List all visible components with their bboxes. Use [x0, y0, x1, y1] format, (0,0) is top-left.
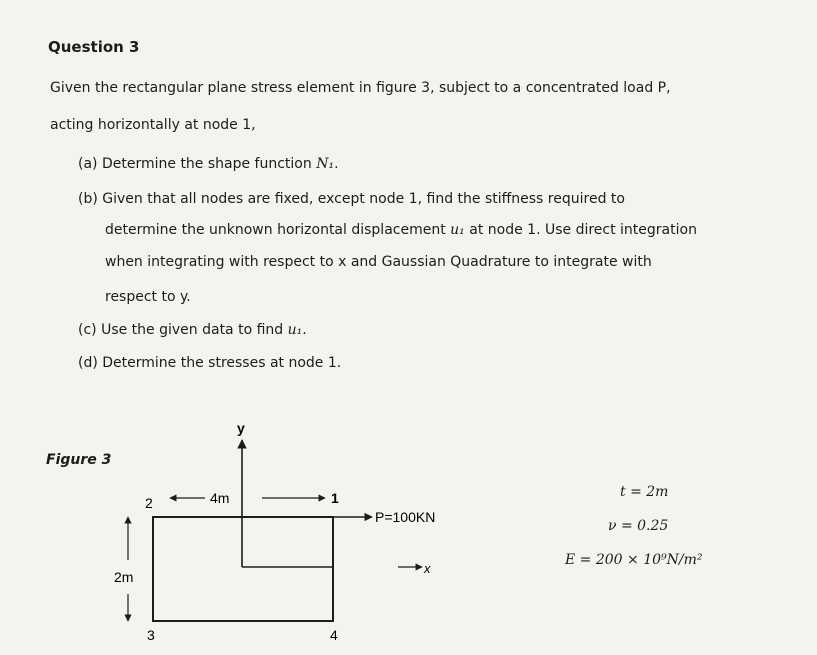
question-title: Question 3 [48, 38, 140, 56]
figure-label: Figure 3 [46, 452, 112, 468]
part-a-end: . [334, 156, 339, 172]
intro-line-1: Given the rectangular plane stress element in figure 3, subject to a concentrated load P, [50, 80, 671, 96]
part-d-text: Determine the stresses at node 1. [102, 355, 342, 371]
element-rectangle [153, 517, 333, 621]
part-b-symbol: u₁ [450, 222, 465, 238]
part-c-end: . [302, 322, 307, 338]
x-axis-label: x [424, 561, 431, 576]
height-dim-label: 2m [114, 569, 134, 585]
y-axis-label: y [237, 420, 245, 436]
node-3-label: 3 [147, 627, 155, 643]
param-poisson: ν = 0.25 [608, 518, 669, 534]
part-a-label: (a) [78, 156, 98, 172]
width-dim-label: 4m [210, 490, 230, 506]
part-c-text: Use the given data to find [101, 322, 284, 338]
part-b-text-2b: at node 1. Use direct integration [469, 222, 697, 238]
part-a-symbol: N₁ [316, 156, 335, 172]
part-c-label: (c) [78, 322, 97, 338]
part-c-symbol: u₁ [287, 322, 303, 338]
part-b-line-4: respect to y. [105, 289, 191, 305]
part-a-text: Determine the shape function [101, 156, 312, 172]
load-label: P=100KN [375, 509, 436, 525]
part-b-text-2a: determine the unknown horizontal displacement [105, 222, 446, 238]
param-modulus: E = 200 × 10⁹N/m² [565, 552, 703, 568]
node-4-label: 4 [330, 627, 338, 643]
node-1-label: 1 [331, 490, 339, 506]
param-thickness: t = 2m [620, 484, 669, 500]
part-b-text-1: Given that all nodes are fixed, except node 1, find the stiffness required to [102, 191, 625, 207]
part-b-line-3: when integrating with respect to x and Gaussian Quadrature to integrate with [105, 254, 652, 270]
part-d-label: (d) [78, 355, 98, 371]
node-2-label: 2 [145, 495, 153, 511]
intro-line-2: acting horizontally at node 1, [50, 117, 256, 133]
part-b-label: (b) [78, 191, 98, 207]
